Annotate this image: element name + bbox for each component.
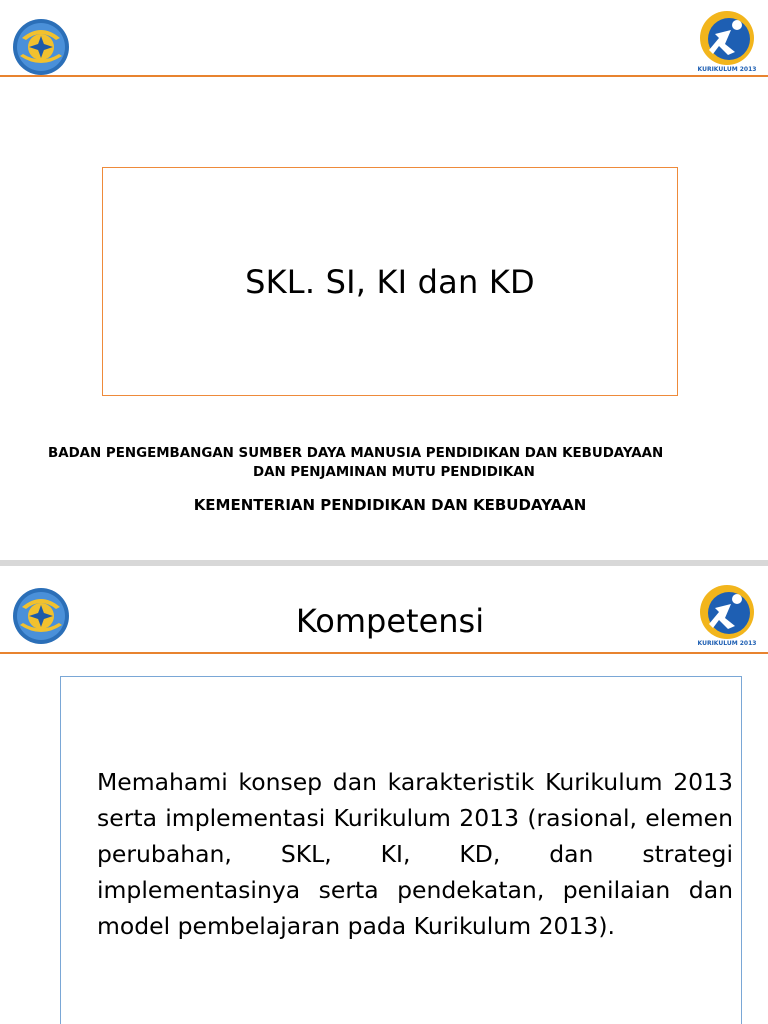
ministry-name: KEMENTERIAN PENDIDIKAN DAN KEBUDAYAAN	[193, 496, 587, 514]
org-name-line-1: BADAN PENGEMBANGAN SUMBER DAYA MANUSIA PENDIDIKAN DAN KEBUDAYAAN	[48, 446, 664, 461]
org-name-line-2: DAN PENJAMINAN MUTU PENDIDIKAN	[253, 465, 535, 480]
kurikulum-2013-logo-icon	[697, 10, 757, 74]
svg-text:KURIKULUM 2013: KURIKULUM 2013	[697, 66, 757, 73]
competency-text: Memahami konsep dan karakteristik Kurikulum 2013 serta implementasi Kurikulum 2013 (rasional, elemen perubahan, SKL, KI, KD, dan strategi implementasinya serta pendekatan, penilaian dan model pembelajaran pada Kurikulum 2013).	[97, 768, 733, 940]
slide-2	[0, 566, 768, 1024]
slide-title: SKL. SI, KI dan KD	[245, 262, 535, 301]
svg-text:KURIKULUM 2013: KURIKULUM 2013	[697, 640, 757, 647]
title-box	[102, 167, 678, 396]
header-rule	[0, 75, 768, 77]
slide-title: Kompetensi	[295, 602, 485, 640]
header-rule	[0, 652, 768, 654]
tut-wuri-emblem-icon	[12, 18, 70, 76]
